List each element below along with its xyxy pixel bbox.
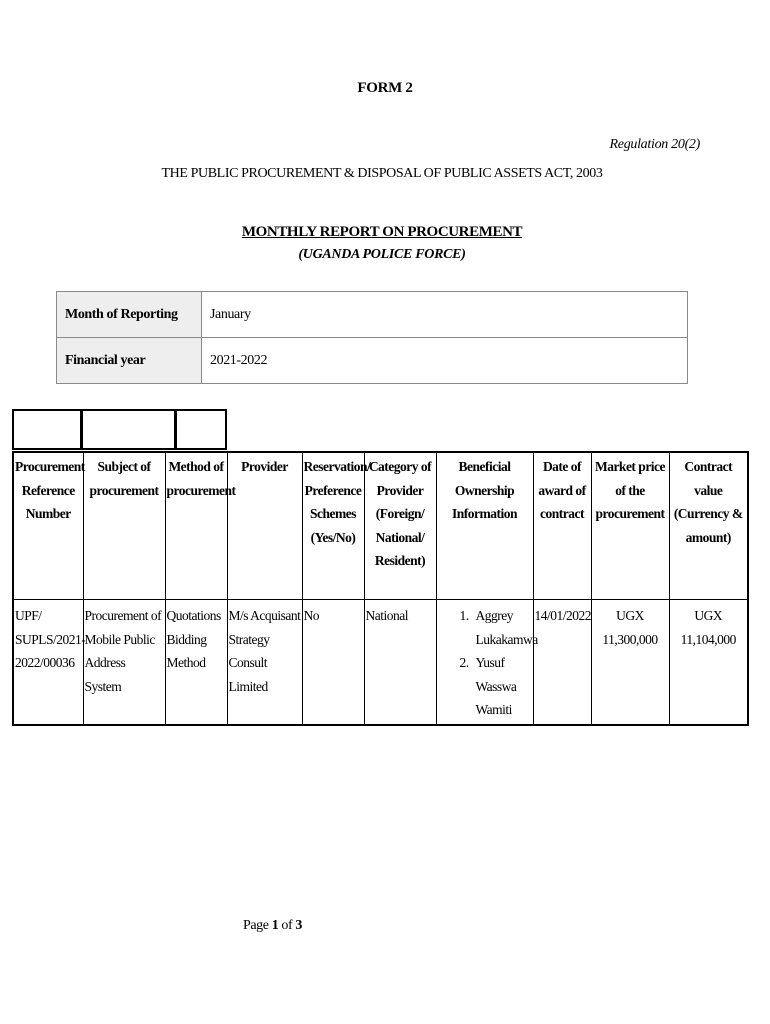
page-number [0, 918, 545, 934]
market-price-cell: UGX 11,300,000 [591, 600, 669, 725]
empty-cell [175, 409, 227, 450]
table-row [13, 600, 748, 725]
award-date-cell: 14/01/2022 [533, 600, 591, 725]
month-label: Month of Reporting [57, 292, 202, 338]
empty-cell [81, 409, 176, 450]
reporting-info-table [56, 291, 688, 384]
reservation-cell: No [302, 600, 364, 725]
column-header: Date of award of contract [533, 452, 591, 600]
column-header: Contract value (Currency & amount) [669, 452, 748, 600]
owner-item: 2. Yusuf Wasswa Wamiti [472, 651, 532, 722]
financial-year-value: 2021-2022 [202, 338, 688, 384]
procurement-reference-cell: UPF/ SUPLS/2021-2022/00036 [13, 600, 83, 725]
page-prefix: Page [242, 918, 269, 933]
column-header: Category of Provider (Foreign/ National/ Resident) [364, 452, 436, 600]
financial-year-row [57, 338, 688, 384]
table-header-row [13, 452, 748, 600]
page-current: 1 [271, 918, 279, 933]
category-cell: National [364, 600, 436, 725]
column-header: Beneficial Ownership Information [436, 452, 533, 600]
regulation-reference: Regulation 20(2) [609, 137, 700, 152]
form-number: FORM 2 [357, 80, 413, 96]
procurement-table [12, 451, 749, 726]
beneficial-ownership-cell [436, 600, 538, 725]
column-header: Provider [227, 452, 302, 600]
page-of: of [281, 918, 293, 933]
contract-value-cell: UGX 11,104,000 [669, 600, 748, 725]
financial-year-label: Financial year [57, 338, 202, 384]
provider-cell: M/s Acquisant Strategy Consult Limited [227, 600, 302, 725]
report-title: MONTHLY REPORT ON PROCUREMENT [241, 224, 523, 240]
act-title: THE PUBLIC PROCUREMENT & DISPOSAL OF PUBLIC ASSETS ACT, 2003 [161, 166, 603, 181]
subject-cell: Procurement of Mobile Public Address System [83, 600, 165, 725]
column-header: Method of procurement [165, 452, 227, 600]
entity-name: (UGANDA POLICE FORCE) [298, 247, 466, 262]
method-cell: Quotations Bidding Method [165, 600, 227, 725]
owner-item: 1. Aggrey Lukakamwa [472, 604, 532, 651]
month-row [57, 292, 688, 338]
column-header: Reservation/ Preference Schemes (Yes/No) [302, 452, 364, 600]
column-header: Procurement Reference Number [13, 452, 83, 600]
column-header: Market price of the procurement [591, 452, 669, 600]
empty-cell [12, 409, 82, 450]
page-total: 3 [295, 918, 303, 933]
owner-list [438, 604, 538, 722]
month-value: January [202, 292, 688, 338]
column-header: Subject of procurement [83, 452, 165, 600]
